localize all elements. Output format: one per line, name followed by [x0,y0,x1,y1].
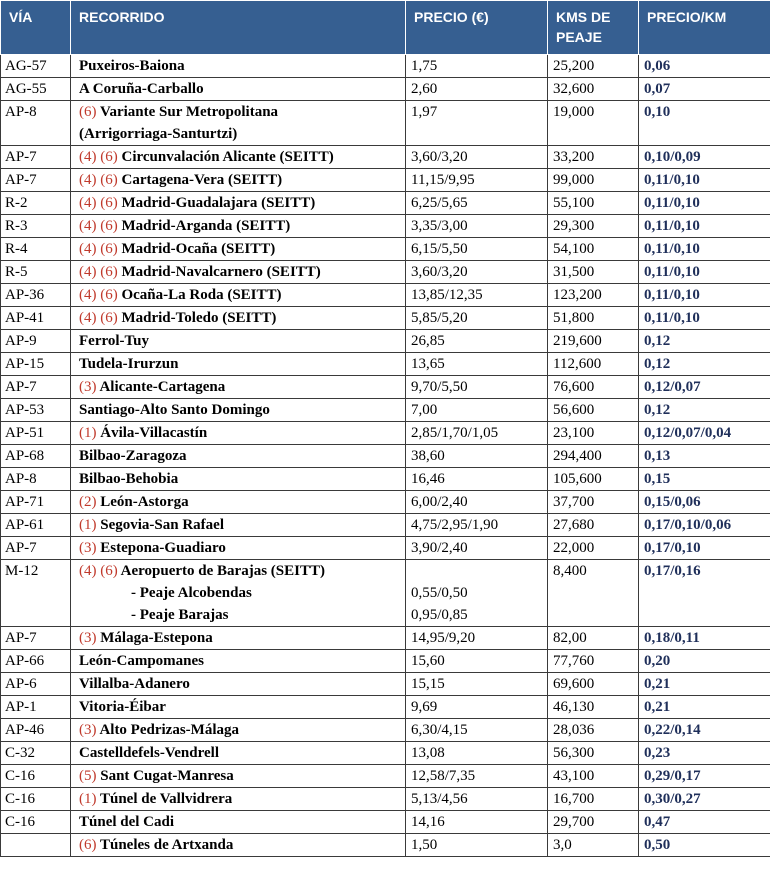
table-row [1,514,770,537]
route-line [79,215,401,237]
kms-cell: 77,760 [548,650,639,673]
route-line [79,192,401,214]
table-row [1,673,770,696]
table-row [1,560,770,627]
kms-cell: 23,100 [548,422,639,445]
precio-cell: 2,60 [406,78,548,101]
precio-km-cell: 0,12 [639,330,770,353]
note-ref: (4) (6) [79,264,118,280]
precio-cell: 5,13/4,56 [406,788,548,811]
header-via: VÍA [1,1,71,55]
header-precio-km: PRECIO/KM [639,1,770,55]
note-ref: (4) (6) [79,218,118,234]
route-line [79,742,401,764]
via-cell: AP-15 [1,353,71,376]
precio-km-cell: 0,13 [639,445,770,468]
route-line [79,261,401,283]
precio-km-cell: 0,12 [639,399,770,422]
table-row [1,399,770,422]
precio-cell: 6,25/5,65 [406,192,548,215]
sub-route: - Peaje Barajas [131,607,229,623]
note-ref: (4) (6) [79,310,118,326]
recorrido-cell [71,696,406,719]
kms-cell: 43,100 [548,765,639,788]
kms-cell: 27,680 [548,514,639,537]
kms-cell: 69,600 [548,673,639,696]
via-cell: AP-8 [1,468,71,491]
route-line [79,514,401,536]
table-row [1,169,770,192]
route-line [79,811,401,833]
kms-cell: 51,800 [548,307,639,330]
precio-cell: 14,16 [406,811,548,834]
precio-cell: 7,00 [406,399,548,422]
kms-cell: 294,400 [548,445,639,468]
note-ref: (4) (6) [79,172,118,188]
precio-cell: 38,60 [406,445,548,468]
precio-km-cell: 0,11/0,10 [639,169,770,192]
recorrido-cell [71,353,406,376]
recorrido-cell [71,169,406,192]
recorrido-cell [71,514,406,537]
via-cell: AP-7 [1,627,71,650]
recorrido-cell [71,422,406,445]
precio-cell: 13,85/12,35 [406,284,548,307]
precio-km-cell: 0,17/0,16 [639,560,770,627]
route-name: Túneles de Artxanda [99,837,234,853]
via-cell: C-16 [1,788,71,811]
precio-km-cell: 0,30/0,27 [639,788,770,811]
precio-cell: 13,08 [406,742,548,765]
precio-cell: 5,85/5,20 [406,307,548,330]
route-name: León-Astorga [100,494,189,510]
precio-cell: 4,75/2,95/1,90 [406,514,548,537]
precio-cell: 15,15 [406,673,548,696]
table-body [1,55,770,857]
precio-km-cell: 0,17/0,10/0,06 [639,514,770,537]
precio-km-cell: 0,12/0,07/0,04 [639,422,770,445]
precio-km-cell: 0,11/0,10 [639,307,770,330]
precio-km-cell: 0,17/0,10 [639,537,770,560]
precio-km-cell: 0,23 [639,742,770,765]
table-row [1,422,770,445]
route-name: Puxeiros-Baiona [79,58,185,74]
route-name: Madrid-Navalcarnero (SEITT) [121,264,321,280]
header-kms-line2: PEAJE [556,29,602,45]
route-line [79,284,401,306]
route-name: Madrid-Arganda (SEITT) [121,218,291,234]
recorrido-cell [71,101,406,146]
recorrido-cell [71,146,406,169]
kms-cell: 31,500 [548,261,639,284]
route-name: Málaga-Estepona [100,630,213,646]
kms-cell: 46,130 [548,696,639,719]
route-name: Vitoria-Éibar [79,699,166,715]
header-row [1,1,770,55]
kms-cell: 29,300 [548,215,639,238]
kms-cell: 56,600 [548,399,639,422]
precio-km-cell: 0,11/0,10 [639,284,770,307]
kms-cell: 29,700 [548,811,639,834]
route-name: Túnel del Cadi [79,814,175,830]
route-line [79,55,401,77]
precio-km-cell: 0,11/0,10 [639,192,770,215]
precio-km-cell: 0,50 [639,834,770,857]
route-name: A Coruña-Carballo [79,81,204,97]
precio-cell: 9,70/5,50 [406,376,548,399]
table-row [1,101,770,146]
route-line [79,353,401,375]
route-line [79,330,401,352]
price-value: 0,55/0,50 [411,585,468,601]
precio-km-cell: 0,18/0,11 [639,627,770,650]
via-cell: AP-36 [1,284,71,307]
precio-cell: 13,65 [406,353,548,376]
via-cell: AP-66 [1,650,71,673]
via-cell: AP-1 [1,696,71,719]
note-ref: (3) [79,630,97,646]
table-row [1,719,770,742]
precio-cell: 11,15/9,95 [406,169,548,192]
recorrido-cell [71,719,406,742]
via-cell [1,834,71,857]
note-ref: (4) (6) [79,149,118,165]
precio-cell: 26,85 [406,330,548,353]
kms-cell: 56,300 [548,742,639,765]
route-name: Villalba-Adanero [79,676,190,692]
kms-cell: 19,000 [548,101,639,146]
table-row [1,742,770,765]
recorrido-cell [71,78,406,101]
note-ref: (6) [79,837,97,853]
kms-cell: 3,0 [548,834,639,857]
route-line [79,834,401,856]
table-row [1,238,770,261]
precio-km-cell: 0,07 [639,78,770,101]
route-name: Estepona-Guadiaro [100,540,226,556]
route-line [79,719,401,741]
table-row [1,491,770,514]
precio-km-cell: 0,12/0,07 [639,376,770,399]
kms-cell: 123,200 [548,284,639,307]
route-name: Túnel de Vallvidrera [99,791,233,807]
precio-cell: 3,35/3,00 [406,215,548,238]
route-name: Bilbao-Zaragoza [79,448,187,464]
note-ref: (3) [79,379,97,395]
table-row [1,146,770,169]
table-row [1,811,770,834]
precio-km-cell: 0,20 [639,650,770,673]
route-line [79,560,401,582]
route-line [79,78,401,100]
note-ref: (2) [79,494,97,510]
route-name: Alto Pedrizas-Málaga [99,722,239,738]
route-name: León-Campomanes [79,653,205,669]
kms-cell: 25,200 [548,55,639,78]
via-cell: AP-53 [1,399,71,422]
recorrido-cell [71,491,406,514]
kms-cell: 8,400 [548,560,639,627]
header-kms-line1: KMS DE [556,9,611,25]
table-row [1,468,770,491]
route-line [79,399,401,421]
route-line [79,491,401,513]
recorrido-cell [71,765,406,788]
precio-km-cell: 0,11/0,10 [639,261,770,284]
table-row [1,650,770,673]
route-name: Cartagena-Vera (SEITT) [121,172,283,188]
via-cell: AP-41 [1,307,71,330]
table-row [1,834,770,857]
table-row [1,376,770,399]
precio-km-cell: 0,12 [639,353,770,376]
recorrido-cell [71,284,406,307]
route-name-cont: (Arrigorriaga-Santurtzi) [79,126,238,142]
recorrido-cell [71,192,406,215]
precio-km-cell: 0,21 [639,673,770,696]
via-cell: C-16 [1,811,71,834]
note-ref: (1) [79,791,97,807]
note-ref: (4) (6) [79,287,118,303]
route-name: Ávila-Villacastín [100,425,208,441]
precio-km-cell: 0,06 [639,55,770,78]
recorrido-cell [71,238,406,261]
via-cell: AP-46 [1,719,71,742]
table-row [1,261,770,284]
kms-cell: 33,200 [548,146,639,169]
table-row [1,788,770,811]
via-cell: AP-71 [1,491,71,514]
route-line [79,422,401,444]
precio-cell: 15,60 [406,650,548,673]
route-line [79,788,401,810]
route-line [79,238,401,260]
recorrido-cell [71,376,406,399]
price-value [411,560,543,582]
recorrido-cell [71,468,406,491]
table-row [1,537,770,560]
recorrido-cell [71,55,406,78]
kms-cell: 37,700 [548,491,639,514]
route-name: Castelldefels-Vendrell [79,745,219,761]
route-name: Ferrol-Tuy [79,333,149,349]
via-cell: AP-61 [1,514,71,537]
table-row [1,765,770,788]
via-cell: AP-6 [1,673,71,696]
recorrido-cell [71,742,406,765]
table-row [1,284,770,307]
precio-km-cell: 0,22/0,14 [639,719,770,742]
route-name: Bilbao-Behobia [79,471,179,487]
route-name: Madrid-Guadalajara (SEITT) [121,195,316,211]
note-ref: (3) [79,722,97,738]
kms-cell: 55,100 [548,192,639,215]
recorrido-cell [71,261,406,284]
via-cell: R-4 [1,238,71,261]
route-name: Tudela-Irurzun [79,356,179,372]
header-recorrido: RECORRIDO [71,1,406,55]
route-name: Circunvalación Alicante (SEITT) [121,149,334,165]
via-cell: AP-7 [1,537,71,560]
kms-cell: 99,000 [548,169,639,192]
kms-cell: 219,600 [548,330,639,353]
recorrido-cell [71,307,406,330]
precio-km-cell: 0,11/0,10 [639,215,770,238]
precio-cell: 6,00/2,40 [406,491,548,514]
table-row [1,445,770,468]
route-name: Aeropuerto de Barajas (SEITT) [120,563,325,579]
precio-cell: 3,60/3,20 [406,146,548,169]
header-kms [548,1,639,55]
table-row [1,307,770,330]
route-name: Alicante-Cartagena [99,379,226,395]
precio-cell: 1,97 [406,101,548,146]
precio-cell: 2,85/1,70/1,05 [406,422,548,445]
kms-cell: 112,600 [548,353,639,376]
precio-km-cell: 0,10/0,09 [639,146,770,169]
route-line [79,445,401,467]
precio-cell: 1,75 [406,55,548,78]
recorrido-cell [71,215,406,238]
recorrido-cell [71,673,406,696]
kms-cell: 105,600 [548,468,639,491]
note-ref: (6) [79,104,97,120]
precio-cell: 9,69 [406,696,548,719]
recorrido-cell [71,445,406,468]
precio-km-cell: 0,47 [639,811,770,834]
price-value: 0,95/0,85 [411,607,468,623]
recorrido-cell [71,399,406,422]
via-cell: R-3 [1,215,71,238]
recorrido-cell [71,834,406,857]
route-line [79,307,401,329]
route-name: Sant Cugat-Manresa [100,768,234,784]
precio-km-cell: 0,21 [639,696,770,719]
table-row [1,192,770,215]
kms-cell: 28,036 [548,719,639,742]
table-row [1,696,770,719]
route-line [79,696,401,718]
precio-km-cell: 0,10 [639,101,770,146]
via-cell: AP-8 [1,101,71,146]
kms-cell: 32,600 [548,78,639,101]
via-cell: R-2 [1,192,71,215]
via-cell: AG-55 [1,78,71,101]
table-row [1,353,770,376]
route-line [79,627,401,649]
via-cell: AP-51 [1,422,71,445]
via-cell: AP-9 [1,330,71,353]
route-line [79,169,401,191]
via-cell: AG-57 [1,55,71,78]
route-line [79,468,401,490]
route-line [79,146,401,168]
note-ref: (5) [79,768,97,784]
header-precio: PRECIO (€) [406,1,548,55]
precio-cell: 6,15/5,50 [406,238,548,261]
via-cell: AP-7 [1,146,71,169]
via-cell: AP-7 [1,376,71,399]
route-name: Variante Sur Metropolitana [99,104,279,120]
precio-km-cell: 0,15 [639,468,770,491]
note-ref: (3) [79,540,97,556]
route-line [79,650,401,672]
precio-cell: 6,30/4,15 [406,719,548,742]
precio-cell: 14,95/9,20 [406,627,548,650]
precio-km-cell: 0,11/0,10 [639,238,770,261]
kms-cell: 16,700 [548,788,639,811]
precio-cell: 1,50 [406,834,548,857]
kms-cell: 54,100 [548,238,639,261]
route-line [79,537,401,559]
via-cell: R-5 [1,261,71,284]
via-cell: C-16 [1,765,71,788]
precio-km-cell: 0,15/0,06 [639,491,770,514]
note-ref: (4) (6) [79,241,118,257]
table-row [1,215,770,238]
recorrido-cell [71,650,406,673]
recorrido-cell [71,537,406,560]
note-ref: (4) (6) [79,563,118,579]
route-line [79,765,401,787]
via-cell: C-32 [1,742,71,765]
precio-cell: 3,90/2,40 [406,537,548,560]
table-row [1,627,770,650]
sub-route: - Peaje Alcobendas [131,585,252,601]
kms-cell: 22,000 [548,537,639,560]
precio-cell: 12,58/7,35 [406,765,548,788]
route-name: Madrid-Toledo (SEITT) [121,310,277,326]
table-row [1,78,770,101]
recorrido-cell [71,627,406,650]
route-name: Ocaña-La Roda (SEITT) [121,287,282,303]
table-row [1,330,770,353]
route-line [79,101,401,123]
route-line [79,376,401,398]
recorrido-cell [71,811,406,834]
recorrido-cell [71,788,406,811]
precio-km-cell: 0,29/0,17 [639,765,770,788]
route-name: Segovia-San Rafael [100,517,224,533]
note-ref: (4) (6) [79,195,118,211]
route-name: Madrid-Ocaña (SEITT) [121,241,276,257]
recorrido-cell [71,330,406,353]
kms-cell: 82,00 [548,627,639,650]
note-ref: (1) [79,425,97,441]
table-row [1,55,770,78]
recorrido-cell [71,560,406,627]
precio-cell [406,560,548,627]
route-line [79,673,401,695]
kms-cell: 76,600 [548,376,639,399]
via-cell: AP-68 [1,445,71,468]
note-ref: (1) [79,517,97,533]
route-name: Santiago-Alto Santo Domingo [79,402,270,418]
precio-cell: 16,46 [406,468,548,491]
precio-cell: 3,60/3,20 [406,261,548,284]
via-cell: AP-7 [1,169,71,192]
via-cell: M-12 [1,560,71,627]
